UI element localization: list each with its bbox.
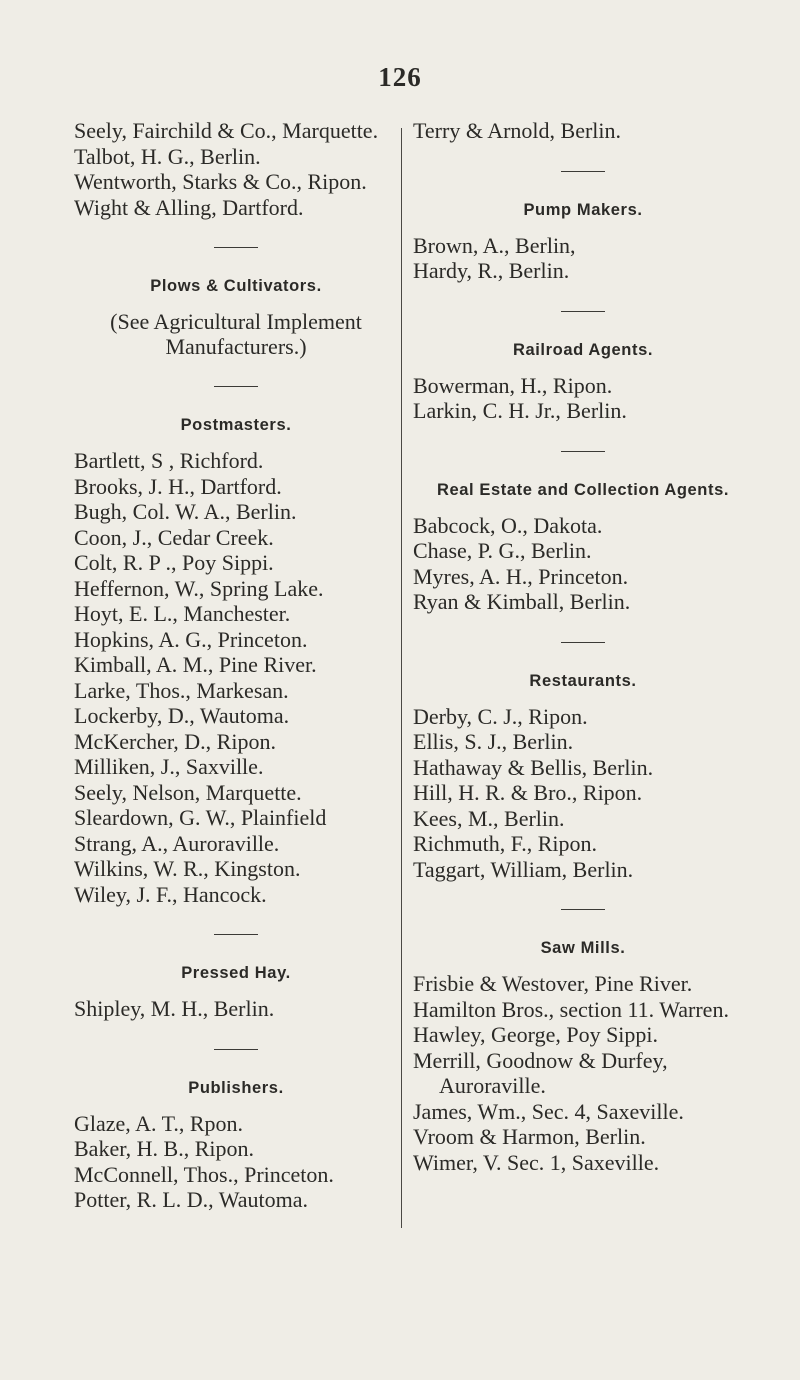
directory-entry: Colt, R. P ., Poy Sippi. (74, 550, 274, 575)
directory-entry: Glaze, A. T., Rpon. (74, 1110, 244, 1136)
directory-entry: Hill, H. R. & Bro., Ripon. (413, 780, 643, 805)
right-column (413, 118, 753, 1175)
section-divider (561, 642, 605, 643)
directory-entry: Talbot, H. G., Berlin. (74, 143, 261, 169)
directory-entry: Kees, M., Berlin. (413, 805, 565, 831)
directory-entry: Hardy, R., Berlin. (413, 258, 570, 283)
directory-entry: Hawley, George, Poy Sippi. (413, 1022, 659, 1047)
directory-entry: Frisbie & Westover, Pine River. (413, 971, 693, 996)
directory-entry: Lockerby, D., Wautoma. (74, 703, 290, 728)
section-heading: Plows & Cultivators. (150, 277, 322, 295)
directory-entry: Potter, R. L. D., Wautoma. (74, 1187, 309, 1212)
directory-entry: Richmuth, F., Ripon. (413, 831, 598, 856)
directory-entry: Milliken, J., Saxville. (74, 754, 264, 779)
page-number: 126 (378, 62, 422, 92)
directory-entry: Strang, A., Auroraville. (74, 830, 280, 856)
section-divider (214, 386, 258, 387)
directory-entry: Hoyt, E. L., Manchester. (74, 601, 291, 626)
directory-entry: Baker, H. B., Ripon. (74, 1136, 254, 1161)
section-heading: Pressed Hay. (181, 964, 291, 982)
section-divider (561, 311, 605, 312)
directory-entry: Heffernon, W., Spring Lake. (74, 575, 324, 601)
directory-entry: Taggart, William, Berlin. (413, 856, 634, 882)
section-heading: Restaurants. (529, 671, 637, 690)
section-divider (214, 934, 258, 935)
directory-entry: Bugh, Col. W. A., Berlin. (74, 499, 297, 524)
section-divider (214, 1049, 258, 1050)
column-rule (401, 128, 402, 1228)
directory-entry: Wentworth, Starks & Co., Ripon. (74, 169, 367, 194)
directory-entry: Vroom & Harmon, Berlin. (413, 1124, 646, 1149)
directory-entry: Wilkins, W. R., Kingston. (74, 856, 301, 881)
directory-entry: Babcock, O., Dakota. (413, 512, 603, 538)
directory-entry: Myres, A. H., Princeton. (413, 563, 629, 589)
section-heading: Railroad Agents. (512, 340, 654, 359)
section-note: (See Agricultural Implement Manufacturers.) (110, 309, 362, 359)
section-divider (561, 451, 605, 452)
directory-entry: Wight & Alling, Dartford. (74, 194, 304, 220)
directory-entry: Bartlett, S , Richford. (74, 448, 264, 473)
directory-entry: James, Wm., Sec. 4, Saxeville. (413, 1098, 684, 1124)
left-column (74, 118, 398, 1213)
directory-entry: McKercher, D., Ripon. (74, 728, 276, 754)
directory-entry: Sleardown, G. W., Plainfield (74, 805, 327, 830)
section-divider (214, 247, 258, 248)
directory-entry: Wiley, J. F., Hancock. (74, 881, 267, 907)
directory-entry: Bowerman, H., Ripon. (413, 372, 613, 398)
directory-entry: Hamilton Bros., section 11. Warren. (413, 996, 729, 1022)
directory-entry: Coon, J., Cedar Creek. (74, 524, 274, 550)
directory-entry: Terry & Arnold, Berlin. (413, 118, 622, 143)
directory-entry: Shipley, M. H., Berlin. (74, 996, 275, 1021)
directory-entry: Hopkins, A. G., Princeton. (74, 626, 308, 652)
section-heading: Real Estate and Collection Agents. (436, 480, 730, 499)
directory-entry: Wimer, V. Sec. 1, Saxeville. (413, 1149, 660, 1175)
directory-entry: Merrill, Goodnow & Durfey, Auroraville. (413, 1047, 668, 1098)
directory-entry: Larkin, C. H. Jr., Berlin. (413, 398, 627, 423)
directory-entry: McConnell, Thos., Princeton. (74, 1161, 334, 1187)
directory-entry: Brooks, J. H., Dartford. (74, 473, 282, 499)
section-divider (561, 171, 605, 172)
directory-entry: Larke, Thos., Markesan. (74, 677, 289, 703)
directory-entry: Chase, P. G., Berlin. (413, 538, 592, 563)
section-heading: Publishers. (188, 1078, 284, 1097)
directory-entry: Derby, C. J., Ripon. (413, 703, 588, 729)
directory-entry: Seely, Nelson, Marquette. (74, 779, 302, 805)
directory-entry: Brown, A., Berlin, (413, 232, 576, 258)
section-heading: Saw Mills. (540, 939, 626, 957)
section-heading: Pump Makers. (523, 200, 643, 219)
section-heading: Postmasters. (180, 416, 292, 434)
section-divider (561, 909, 605, 910)
directory-entry: Kimball, A. M., Pine River. (74, 652, 317, 677)
directory-entry: Ellis, S. J., Berlin. (413, 729, 574, 754)
directory-entry: Hathaway & Bellis, Berlin. (413, 754, 654, 780)
directory-entry: Ryan & Kimball, Berlin. (413, 589, 631, 614)
directory-entry: Seely, Fairchild & Co., Marquette. (74, 118, 379, 143)
